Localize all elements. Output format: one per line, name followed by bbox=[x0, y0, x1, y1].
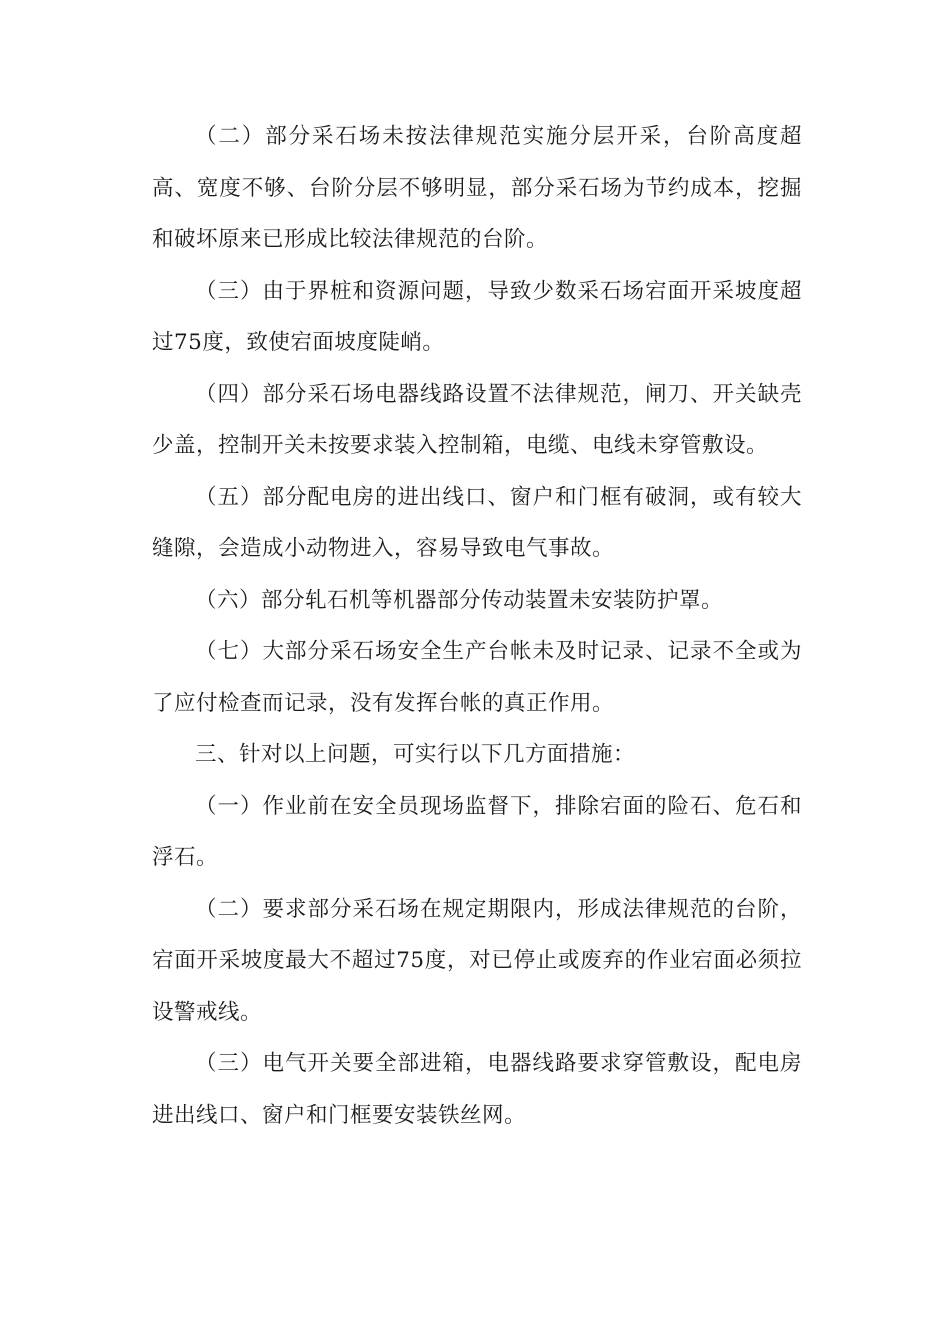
paragraph-safety-ledger: （七）大部分采石场安全生产台帐未及时记录、记录不全或为了应付检查而记录，没有发挥台帐的真正作用。 bbox=[152, 639, 802, 716]
paragraph-slope-angle: （三）由于界桩和资源问题，导致少数采石场宕面开采坡度超过75度，致使宕面坡度陡峭。 bbox=[152, 278, 802, 355]
paragraph-electrical-wiring: （四）部分采石场电器线路设置不法律规范，闸刀、开关缺壳少盖，控制开关未按要求装入控制箱，电缆、电线未穿管敷设。 bbox=[152, 381, 802, 458]
document-body bbox=[152, 111, 802, 1141]
measure-benching-and-slope: （二）要求部分采石场在规定期限内，形成法律规范的台阶，宕面开采坡度最大不超过75度，对已停止或废弃的作业宕面必须拉设警戒线。 bbox=[152, 896, 802, 1025]
measure-remove-loose-rock: （一）作业前在安全员现场监督下，排除宕面的险石、危石和浮石。 bbox=[152, 793, 802, 870]
paragraph-quarry-benching: （二）部分采石场未按法律规范实施分层开采，台阶高度超高、宽度不够、台阶分层不够明显，部分采石场为节约成本，挖掘和破坏原来已形成比较法律规范的台阶。 bbox=[152, 124, 802, 252]
paragraph-distribution-room: （五）部分配电房的进出线口、窗户和门框有破洞，或有较大缝隙，会造成小动物进入，容易导致电气事故。 bbox=[152, 484, 802, 561]
paragraph-protective-cover: （六）部分轧石机等机器部分传动装置未安装防护罩。 bbox=[195, 587, 724, 613]
measure-electrical-boxes: （三）电气开关要全部进箱，电器线路要求穿管敷设，配电房进出线口、窗户和门框要安装铁丝网。 bbox=[152, 1051, 802, 1128]
section-heading-measures: 三、针对以上问题，可实行以下几方面措施： bbox=[195, 742, 636, 767]
